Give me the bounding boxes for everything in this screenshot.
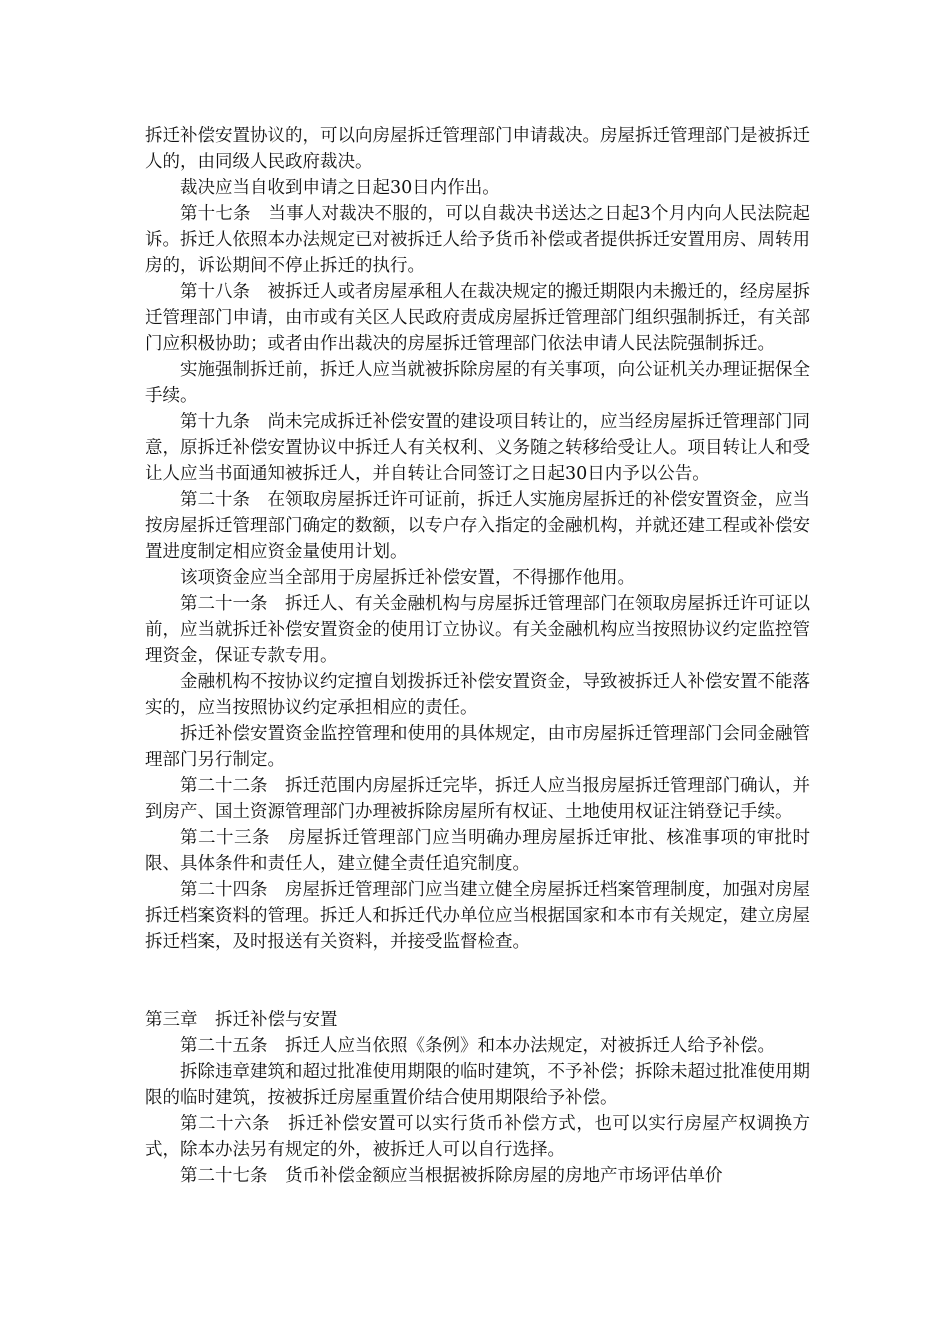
article-22: 第二十二条 拆迁范围内房屋拆迁完毕，拆迁人应当报房屋拆迁管理部门确认，并到房产、国土资源管理部门办理被拆除房屋所有权证、土地使用权证注销登记手续。 [145,776,810,822]
document-body [145,123,810,1189]
paragraph-evidence-preservation: 实施强制拆迁前，拆迁人应当就被拆除房屋的有关事项，向公证机关办理证据保全手续。 [145,360,810,406]
chapter-heading: 第三章 拆迁补偿与安置 [145,1010,338,1030]
paragraph-illegal-buildings: 拆除违章建筑和超过批准使用期限的临时建筑，不予补偿；拆除未超过批准使用期限的临时建筑，按被拆迁房屋重置价结合使用期限给予补偿。 [145,1062,810,1108]
article-17: 第十七条 当事人对裁决不服的，可以自裁决书送达之日起3个月内向人民法院起诉。拆迁人依照本办法规定已对被拆迁人给予货币补偿或者提供拆迁安置用房、周转用房的，诉讼期间不停止拆迁的执行。 [145,204,810,276]
section-gap [145,955,810,1007]
paragraph-fund-usage: 该项资金应当全部用于房屋拆迁补偿安置，不得挪作他用。 [180,568,635,588]
article-24: 第二十四条 房屋拆迁管理部门应当建立健全房屋拆迁档案管理制度，加强对房屋拆迁档案资料的管理。拆迁人和拆迁代办单位应当根据国家和本市有关规定，建立房屋拆迁档案，及时报送有关资料，并接受监督检查。 [145,880,810,952]
article-23: 第二十三条 房屋拆迁管理部门应当明确办理房屋拆迁审批、核准事项的审批时限、具体条件和责任人，建立健全责任追究制度。 [145,828,810,874]
paragraph-continued: 拆迁补偿安置协议的，可以向房屋拆迁管理部门申请裁决。房屋拆迁管理部门是被拆迁人的，由同级人民政府裁决。 [145,126,810,172]
article-21: 第二十一条 拆迁人、有关金融机构与房屋拆迁管理部门在领取房屋拆迁许可证以前，应当就拆迁补偿安置资金的使用订立协议。有关金融机构应当按照协议约定监控管理资金，保证专款专用。 [145,594,810,666]
paragraph-fund-regulation: 拆迁补偿安置资金监控管理和使用的具体规定，由市房屋拆迁管理部门会同金融管理部门另行制定。 [145,724,810,770]
paragraph-ruling-deadline: 裁决应当自收到申请之日起30日内作出。 [180,178,500,198]
article-20: 第二十条 在领取房屋拆迁许可证前，拆迁人实施房屋拆迁的补偿安置资金，应当按房屋拆迁管理部门确定的数额，以专户存入指定的金融机构，并就还建工程或补偿安置进度制定相应资金量使用计划。 [145,490,810,562]
article-27: 第二十七条 货币补偿金额应当根据被拆除房屋的房地产市场评估单价 [180,1166,723,1186]
article-19: 第十九条 尚未完成拆迁补偿安置的建设项目转让的，应当经房屋拆迁管理部门同意，原拆迁补偿安置协议中拆迁人有关权利、义务随之转移给受让人。项目转让人和受让人应当书面通知被拆迁人，并自转让合同签订之日起30日内予以公告。 [145,412,810,484]
article-18: 第十八条 被拆迁人或者房屋承租人在裁决规定的搬迁期限内未搬迁的，经房屋拆迁管理部门申请，由市或有关区人民政府责成房屋拆迁管理部门组织强制拆迁，有关部门应积极协助；或者由作出裁决的房屋拆迁管理部门依法申请人民法院强制拆迁。 [145,282,810,354]
article-25: 第二十五条 拆迁人应当依照《条例》和本办法规定，对被拆迁人给予补偿。 [180,1036,775,1056]
paragraph-bank-liability: 金融机构不按协议约定擅自划拨拆迁补偿安置资金，导致被拆迁人补偿安置不能落实的，应当按照协议约定承担相应的责任。 [145,672,810,718]
article-26: 第二十六条 拆迁补偿安置可以实行货币补偿方式，也可以实行房屋产权调换方式，除本办法另有规定的外，被拆迁人可以自行选择。 [145,1114,810,1160]
